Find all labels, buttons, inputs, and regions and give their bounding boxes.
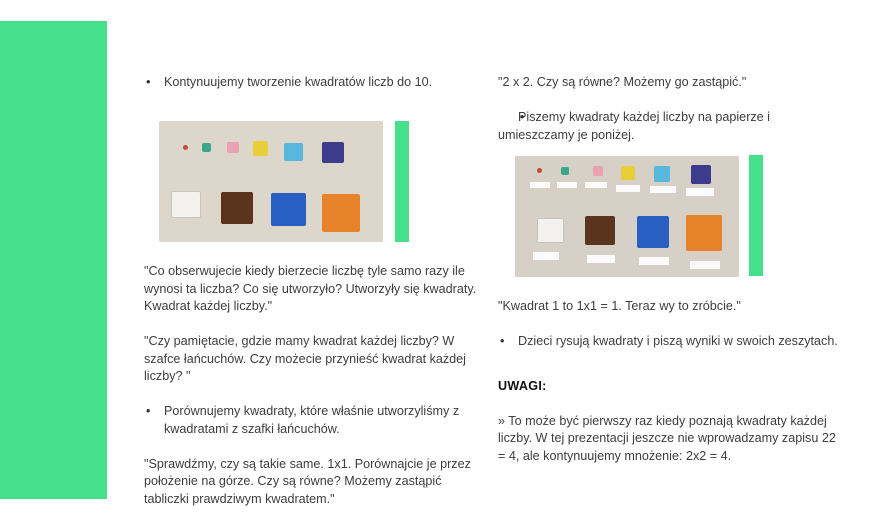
label-card [585,182,607,188]
bead-square-5 [654,166,670,182]
label-card [557,182,577,188]
bead-square-10 [686,215,722,251]
left-accent-bar [0,21,107,499]
bead-square-1 [537,168,542,173]
photo-accent-left [395,121,409,242]
left-column [144,74,486,92]
label-card [686,188,714,196]
para-remember-chain-cabinet: "Czy pamiętacie, gdzie mamy kwadrat każdej liczby? W szafce łańcuchów. Czy możecie przynieść kwadrat każdej liczby? " [144,334,466,383]
bullet-write-squares: • Piszemy kwadraty każdej liczby na papierze i umieszczamy je poniżej. [498,109,842,144]
left-column-lower [144,263,486,508]
label-card [639,257,669,265]
bullet-continue-squares: • Kontynuujemy tworzenie kwadratów liczb do 10. [144,74,486,92]
bead-square-7 [171,191,201,218]
bead-square-3 [227,142,239,153]
para-check-same: "Sprawdźmy, czy są takie same. 1x1. Porównajcie je przez położenie na górze. Czy są równe? Możemy zastąpić tabliczki prawdziwym kwadratem." [144,456,471,506]
bead-square-10 [322,194,360,232]
bead-square-6 [691,165,711,184]
bead-square-4 [253,141,268,156]
bead-square-6 [322,142,344,163]
right-column-lower [498,298,842,465]
right-column-top [498,74,842,144]
photo-accent-right [749,155,763,276]
bead-square-4 [621,166,635,180]
label-card [530,182,550,188]
bead-square-9 [271,193,306,226]
photo-bead-squares-labeled [515,156,739,277]
bead-square-8 [585,216,615,245]
photo-bead-squares [159,121,383,242]
bead-square-1 [183,145,188,150]
bullet-children-draw: • Dzieci rysują kwadraty i piszą wyniki w swoich zeszytach. [498,333,842,351]
label-card [533,252,559,260]
para-observe-squares: "Co obserwujecie kiedy bierzecie liczbę tyle samo razy ile wynosi ta liczba? Co się utworzyło? Utworzyły się kwadraty. Kwadrat każdej liczby." [144,264,477,313]
label-card [690,261,720,269]
bead-square-5 [284,143,303,161]
bead-square-3 [593,166,603,176]
notes-text: » To może być pierwszy raz kiedy poznają kwadraty każdej liczby. W tej prezentacji jeszcze nie wprowadzamy zapisu 22 = 4, ale kontynuujemy mnożenie: 2x2 = 4. [498,413,836,463]
label-card [616,185,640,192]
para-square-of-1: "Kwadrat 1 to 1x1 = 1. Teraz wy to zróbcie." [498,299,741,313]
bead-square-2 [561,167,569,175]
bead-square-9 [637,216,669,248]
notes-heading: UWAGI: [498,378,547,393]
bead-square-7 [537,218,564,243]
bead-square-8 [221,192,253,224]
para-2x2-equal: "2 x 2. Czy są równe? Możemy go zastąpić." [498,75,747,89]
bead-square-2 [202,143,211,152]
label-card [587,255,615,263]
label-card [650,186,676,193]
bullet-compare-squares: • Porównujemy kwadraty, które właśnie utworzyliśmy z kwadratami z szafki łańcuchów. [144,403,486,438]
